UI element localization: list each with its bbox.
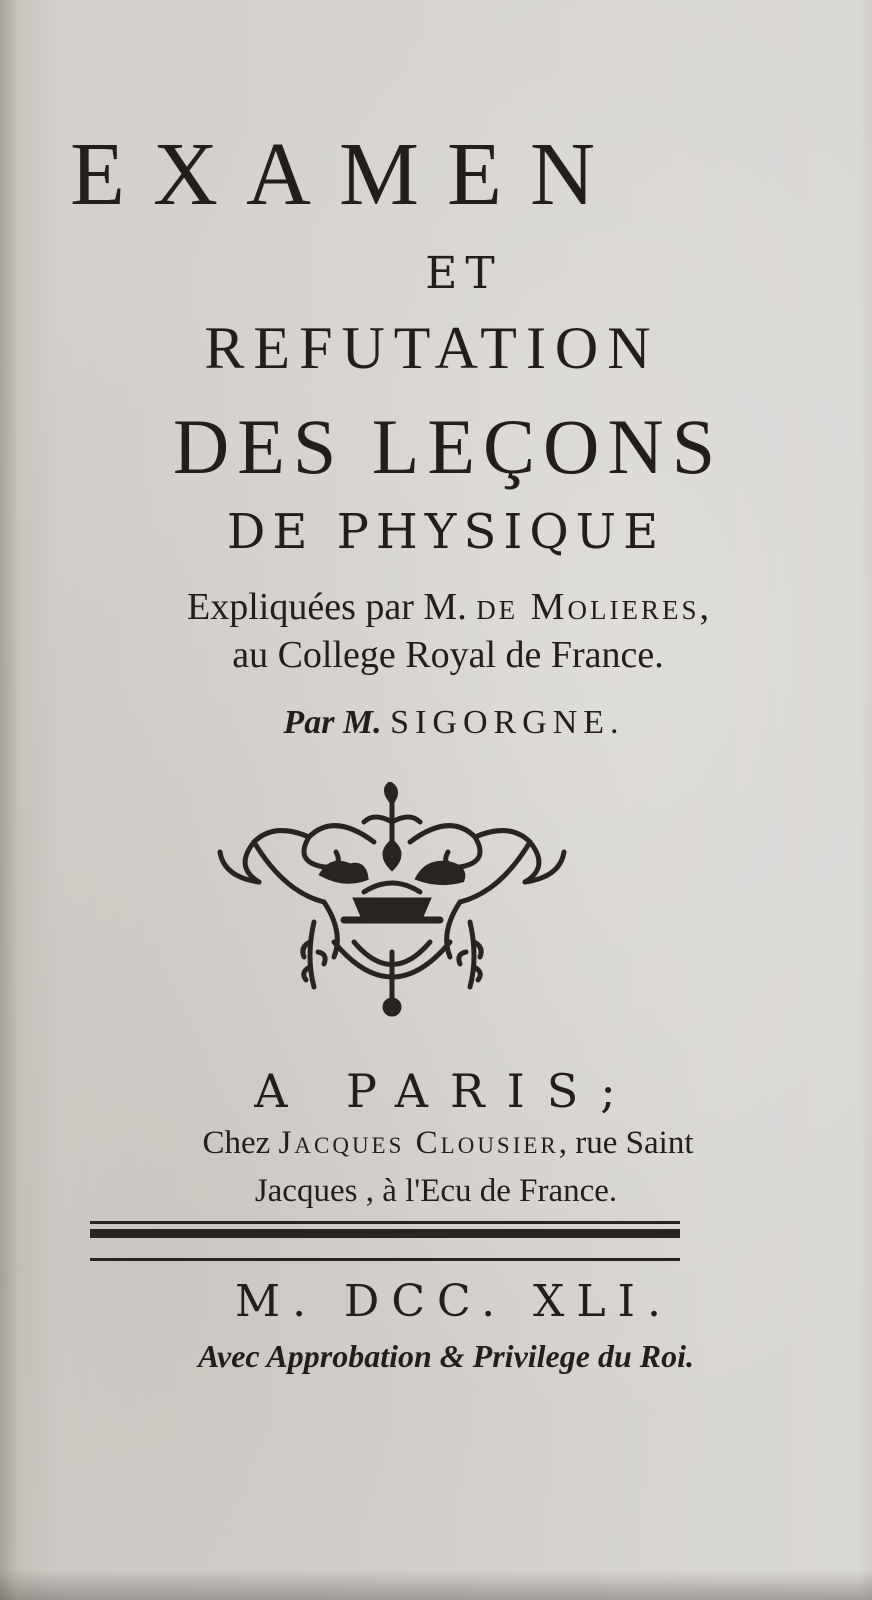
author-prefix: Par M. [283, 704, 382, 741]
publisher-prefix: Chez [202, 1125, 279, 1161]
vignette-ornament-icon [214, 782, 570, 1026]
imprint-city: A PARIS; [254, 1064, 638, 1118]
title-de-physique: DE PHYSIQUE [226, 504, 666, 560]
title-et: ET [425, 248, 503, 299]
publication-year: M. DCC. XLI. [235, 1276, 673, 1327]
explained-by-comma: , [699, 586, 709, 628]
title-des-lecons: DES LEÇONS [172, 403, 724, 490]
divider-rule-bottom [90, 1258, 680, 1261]
title-examen: EXAMEN [70, 125, 623, 224]
explained-by-line [12, 588, 872, 626]
publisher-address: Jacques , à l'Ecu de France. [254, 1173, 618, 1209]
divider-rule-thick [90, 1229, 680, 1238]
publisher-name: Jacques Clousier [278, 1125, 559, 1161]
publisher-street: , rue Saint [558, 1125, 694, 1161]
publisher-line [12, 1127, 872, 1160]
college-royal-line: au College Royal de France. [232, 634, 664, 676]
molieres-name: de Molieres [476, 586, 700, 628]
author-line [18, 706, 872, 740]
explained-by-text: Expliquées par M. [187, 586, 477, 628]
title-refutation: REFUTATION [204, 315, 660, 381]
divider-rule-top [90, 1221, 680, 1224]
privilege-line: Avec Approbation & Privilege du Roi. [198, 1338, 694, 1374]
author-name: SIGORGNE. [390, 704, 625, 741]
